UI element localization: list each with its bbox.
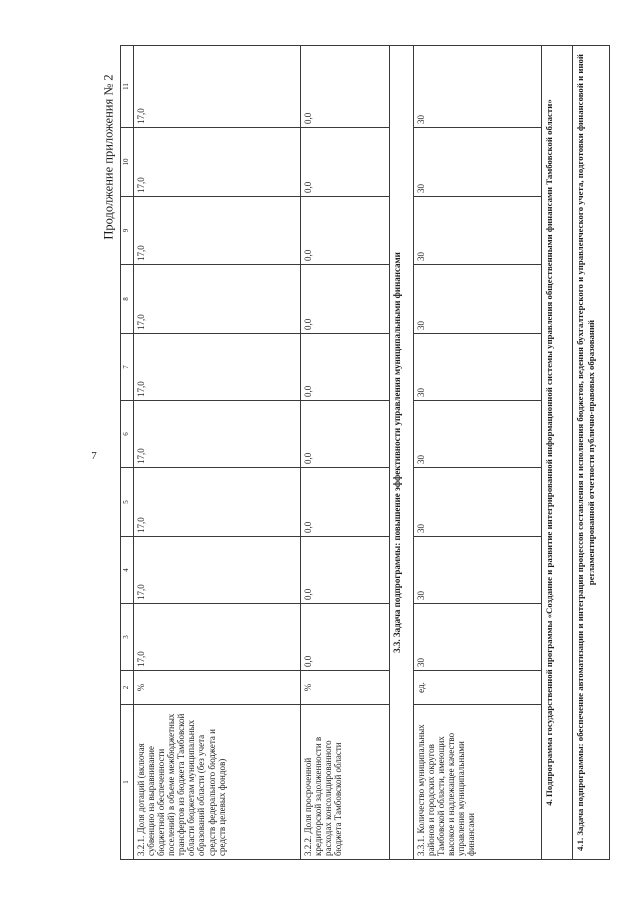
indicator-value: 17,0 (134, 46, 301, 128)
indicator-name: 3.2.1. Доля дотаций (включая субвенцию на выравнивание бюджетной обеспеченности поселений) в объеме межбюджетных трансфертов из бюджета Тамбовской области бюджетам муниципальных образований области (без учета средств федерального бюджета и средств целевых фондов) (134, 705, 301, 860)
table-wrapper (120, 46, 610, 860)
indicator-value: 17,0 (134, 265, 301, 334)
column-number: 2 (121, 671, 134, 705)
indicator-value: 17,0 (134, 468, 301, 537)
section-heading-row (390, 46, 414, 860)
continuation-label: Продолжение приложения № 2 (101, 74, 116, 240)
column-number: 8 (121, 265, 134, 334)
indicators-table (120, 45, 610, 860)
indicator-value: 17,0 (134, 334, 301, 401)
indicator-value: 0,0 (301, 265, 390, 334)
indicator-value: 30 (414, 265, 542, 334)
table-row (301, 46, 390, 860)
indicator-name: 3.2.2. Доля просроченной кредиторской задолженности в расходах консолидированного бюджета Тамбовской области (301, 705, 390, 860)
indicator-value: 17,0 (134, 604, 301, 671)
indicator-value: 0,0 (301, 128, 390, 197)
indicator-unit: % (134, 671, 301, 705)
indicator-value: 30 (414, 604, 542, 671)
column-number: 7 (121, 334, 134, 401)
indicator-value: 17,0 (134, 197, 301, 265)
indicator-value: 0,0 (301, 468, 390, 537)
indicator-unit: % (301, 671, 390, 705)
indicator-unit: ед. (414, 671, 542, 705)
indicator-name: 3.3.1. Количество муниципальных районов и городских округов Тамбовской области, имеющих высокое и надлежащее качество управления муниципальными финансами (414, 705, 542, 860)
section-heading-3-3: 3.3. Задача подпрограммы: повышение эффективности управления муниципальными финансами (390, 46, 414, 860)
indicator-value: 17,0 (134, 537, 301, 604)
section-heading-row (573, 46, 610, 860)
indicator-value: 30 (414, 128, 542, 197)
column-number: 5 (121, 468, 134, 537)
column-number: 1 (121, 705, 134, 860)
indicator-value: 30 (414, 46, 542, 128)
rotated-page-content (120, 46, 610, 860)
indicator-value: 0,0 (301, 334, 390, 401)
indicator-value: 30 (414, 334, 542, 401)
indicator-value: 0,0 (301, 46, 390, 128)
table-row (414, 46, 542, 860)
indicator-value: 30 (414, 468, 542, 537)
section-heading-row (542, 46, 573, 860)
indicator-value: 0,0 (301, 197, 390, 265)
column-numbers-row (121, 46, 134, 860)
indicator-value: 30 (414, 401, 542, 468)
indicator-value: 17,0 (134, 401, 301, 468)
indicator-value: 30 (414, 537, 542, 604)
page-number: 7 (91, 450, 97, 462)
indicator-value: 17,0 (134, 128, 301, 197)
column-number: 10 (121, 128, 134, 197)
column-number: 6 (121, 401, 134, 468)
continuation-label-wrap (101, 72, 117, 242)
indicator-value: 0,0 (301, 401, 390, 468)
table-row (134, 46, 301, 860)
indicator-value: 0,0 (301, 604, 390, 671)
column-number: 9 (121, 197, 134, 265)
indicator-value: 30 (414, 197, 542, 265)
section-heading-4: 4. Подпрограмма государственной программы «Создание и развитие интегрированной информационной системы управления общественными финансами Тамбовской области» (542, 46, 573, 860)
indicator-value: 0,0 (301, 537, 390, 604)
column-number: 4 (121, 537, 134, 604)
column-number: 3 (121, 604, 134, 671)
column-number: 11 (121, 46, 134, 128)
section-heading-4-1: 4.1. Задача подпрограммы: обеспечение автоматизации и интеграции процессов составления и исполнения бюджетов, ведения бухгалтерского и управленческого учета, подготовки финансовой и иной регламентированной отчетности публично-правовых образований (573, 46, 610, 860)
